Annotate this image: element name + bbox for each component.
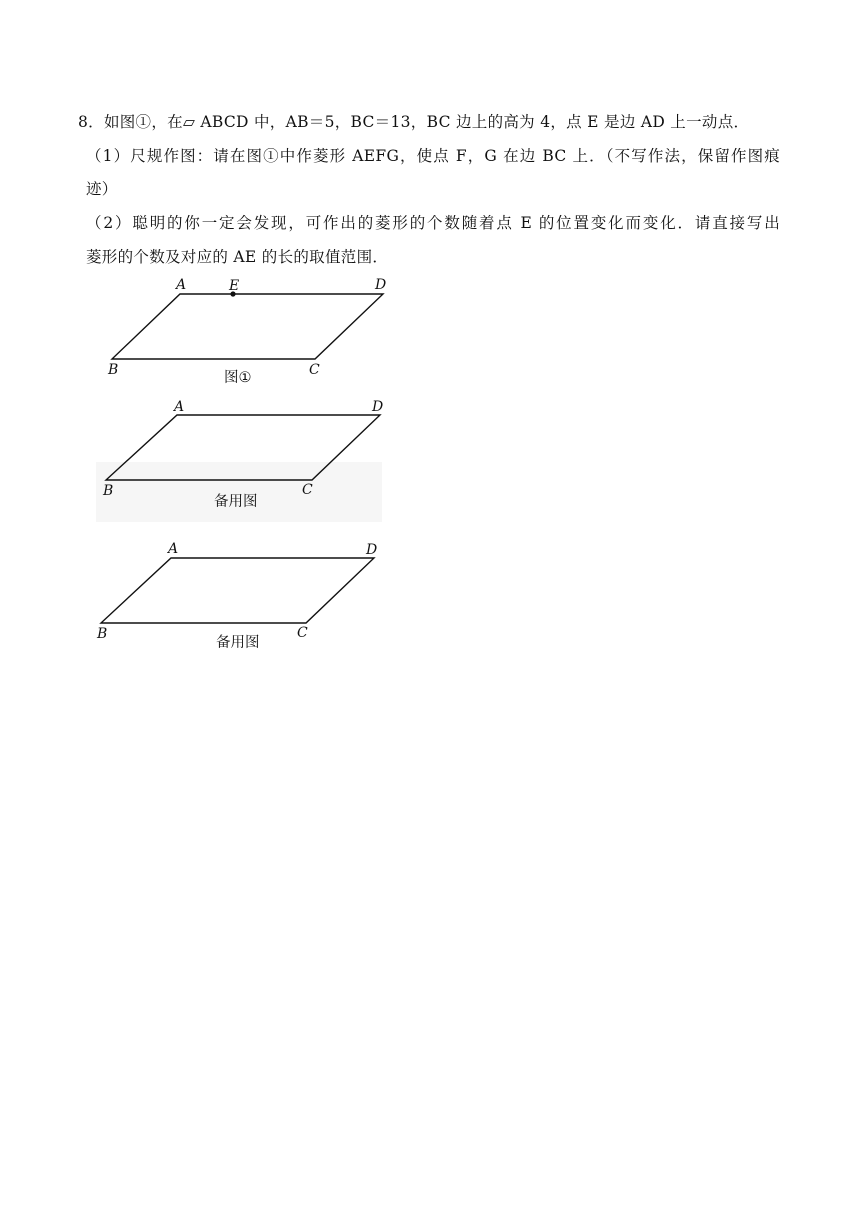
part2-line1: （2）聪明的你一定会发现，可作出的菱形的个数随着点 E 的位置变化而变化．请直接写出 bbox=[86, 214, 780, 232]
label-a: A bbox=[168, 541, 179, 557]
label-b: B bbox=[103, 483, 114, 499]
part1-line1: （1）尺规作图：请在图①中作菱形 AEFG，使点 F，G 在边 BC 上．（不写作法，保留作图痕 bbox=[86, 147, 780, 165]
figure-2-caption: 备用图 bbox=[214, 494, 258, 510]
label-d: D bbox=[375, 277, 387, 293]
label-a: A bbox=[176, 277, 187, 293]
part1-line2: 迹） bbox=[86, 180, 118, 198]
label-d: D bbox=[366, 542, 378, 558]
figure-3-caption: 备用图 bbox=[216, 635, 260, 651]
question-stem: 8．如图①，在▱ ABCD 中，AB＝5，BC＝13，BC 边上的高为 4，点 E 是边 AD 上一动点． bbox=[78, 113, 750, 131]
part2-line2: 菱形的个数及对应的 AE 的长的取值范围． bbox=[86, 248, 389, 266]
parallelogram-abcd-3 bbox=[101, 558, 374, 623]
label-a: A bbox=[174, 399, 185, 415]
label-c: C bbox=[309, 362, 320, 378]
label-b: B bbox=[108, 362, 119, 378]
figure-1-caption: 图① bbox=[224, 370, 252, 386]
label-d: D bbox=[372, 399, 384, 415]
label-e: E bbox=[229, 278, 240, 294]
label-b: B bbox=[97, 626, 108, 642]
label-c: C bbox=[297, 625, 308, 641]
label-c: C bbox=[302, 482, 313, 498]
